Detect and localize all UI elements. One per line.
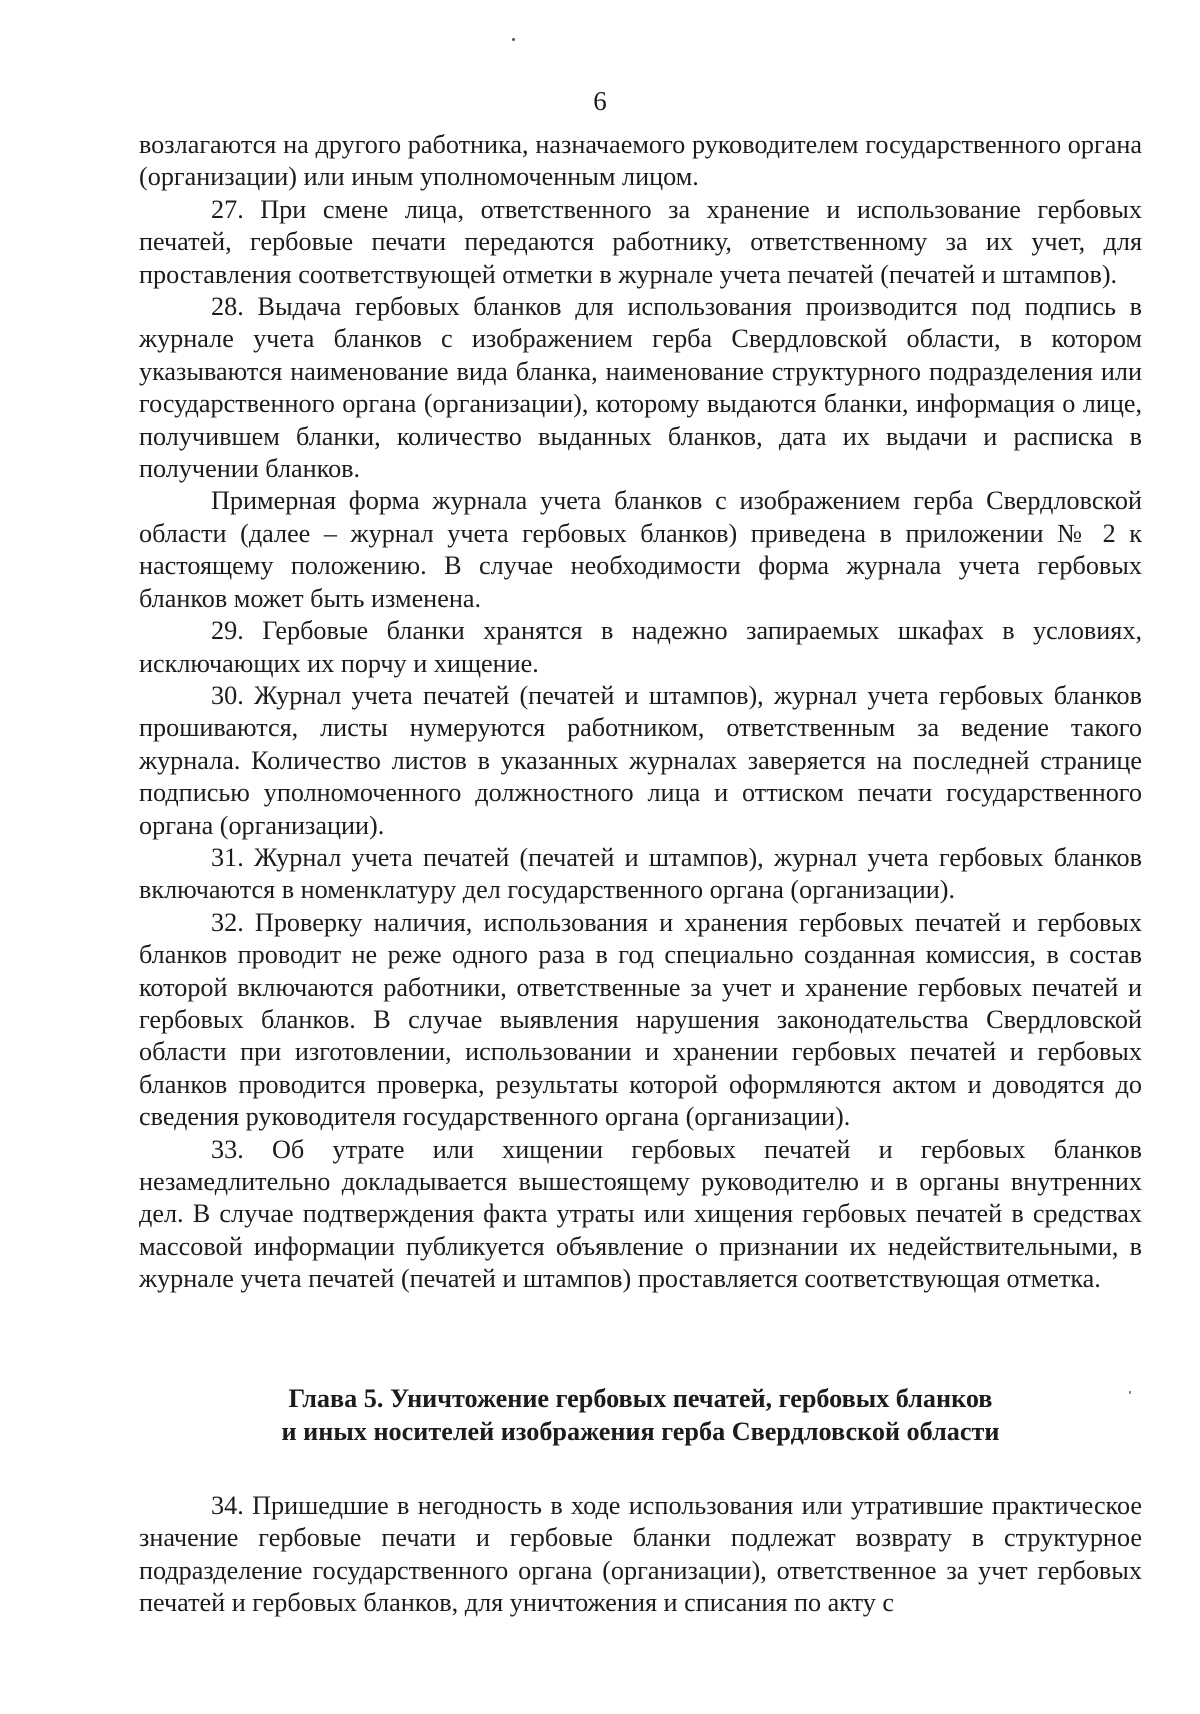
document-body-continued bbox=[139, 1490, 1142, 1620]
paragraph-journal-form: Примерная форма журнала учета бланков с изображением герба Свердловской области (далее – журнал учета гербовых бланков) приведена в приложении № 2 к настоящему положению. В случае необходимости форма журнала учета гербовых бланков может быть изменена. bbox=[139, 486, 1142, 613]
document-body bbox=[139, 129, 1142, 1296]
paragraph-30: 30. Журнал учета печатей (печатей и штампов), журнал учета гербовых бланков прошиваются, листы нумеруются работником, ответственным за ведение такого журнала. Количество листов в указанных журналах заверяется на последней странице подписью уполномоченного должностного лица и оттиском печати государственного органа (организации). bbox=[139, 680, 1142, 840]
paragraph-27: 27. При смене лица, ответственного за хранение и использование гербовых печатей, гербовые печати передаются работнику, ответственному за их учет, для проставления соответствующей отметки в журнале учета печатей (печатей и штампов). bbox=[139, 194, 1142, 289]
chapter-heading-line-2: и иных носителей изображения герба Свердловской области bbox=[281, 1417, 1000, 1446]
paragraph-28: 28. Выдача гербовых бланков для использования производится под подпись в журнале учета бланков с изображением герба Свердловской области, в котором указываются наименование вида бланка, наименование структурного подразделения или государственного органа (организации), которому выдаются бланки, информация о лице, получившем бланки, количество выданных бланков, дата их выдачи и расписка в получении бланков. bbox=[139, 292, 1142, 484]
paragraph-31: 31. Журнал учета печатей (печатей и штампов), журнал учета гербовых бланков включаются в номенклатуру дел государственного органа (организации). bbox=[139, 842, 1142, 905]
paragraph-34: 34. Пришедшие в негодность в ходе использования или утратившие практическое значение гербовые печати и гербовые бланки подлежат возврату в структурное подразделение государственного органа (организации), ответственное за учет гербовых печатей и гербовых бланков, для уничтожения и списания по акту с bbox=[139, 1491, 1142, 1618]
paragraph-32: 32. Проверку наличия, использования и хранения гербовых печатей и гербовых бланков проводит не реже одного раза в год специально созданная комиссия, в состав которой включаются работники, ответственные за учет и хранение гербовых печатей и гербовых бланков. В случае выявления нарушения законодательства Свердловской области при изготовлении, использовании и хранении гербовых печатей и гербовых бланков проводится проверка, результаты которой оформляются актом и доводятся до сведения руководителя государственного органа (организации). bbox=[139, 907, 1142, 1132]
chapter-heading-line-1: Глава 5. Уничтожение гербовых печатей, гербовых бланков bbox=[288, 1384, 993, 1413]
paragraph-continuation: возлагаются на другого работника, назначаемого руководителем государственного органа (организации) или иным уполномоченным лицом. bbox=[139, 130, 1142, 192]
page-number: 6 bbox=[593, 86, 607, 116]
chapter-heading bbox=[139, 1382, 1142, 1448]
paragraph-33: 33. Об утрате или хищении гербовых печатей и гербовых бланков незамедлительно докладывается вышестоящему руководителю и в органы внутренних дел. В случае подтверждения факта утраты или хищения гербовых печатей в средствах массовой информации публикуется объявление о признании их недействительными, в журнале учета печатей (печатей и штампов) проставляется соответствующая отметка. bbox=[139, 1134, 1142, 1294]
scan-speck bbox=[512, 38, 515, 41]
paragraph-29: 29. Гербовые бланки хранятся в надежно запираемых шкафах в условиях, исключающих их порчу и хищение. bbox=[139, 616, 1142, 678]
